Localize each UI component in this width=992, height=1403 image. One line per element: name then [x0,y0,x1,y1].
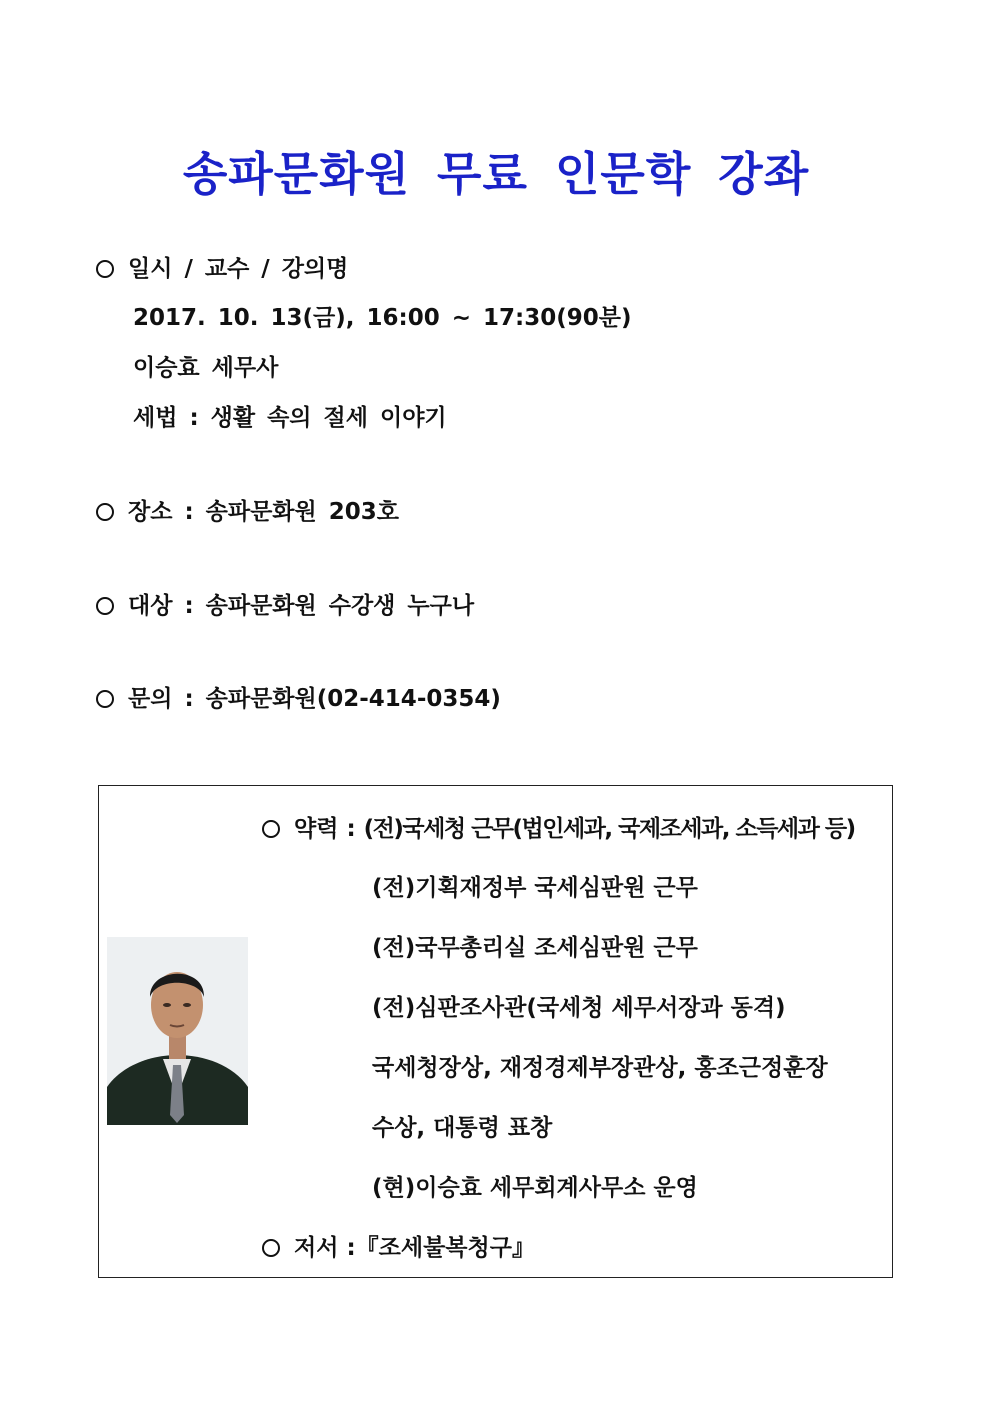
lecturer-portrait-icon [107,937,248,1125]
career-first-row [262,810,855,843]
book-text: 저서 :『조세불복청구』 [294,1235,535,1261]
lecturer-photo [107,937,248,1125]
schedule-heading-row [96,250,348,283]
venue-text: 장소 : 송파문화원 203호 [128,499,399,525]
career-item: (전)기획재정부 국세심판원 근무 [372,875,698,901]
audience-text: 대상 : 송파문화원 수강생 누구나 [128,593,475,619]
career-item: (전)국무총리실 조세심판원 근무 [372,935,698,961]
circle-bullet-icon [262,1239,280,1257]
inquiry-row [96,680,501,713]
career-item: 수상, 대통령 표창 [372,1115,553,1141]
book-row [262,1229,535,1262]
career-item: (전)심판조사관(국세청 세무서장과 동격) [372,995,786,1021]
circle-bullet-icon [96,503,114,521]
schedule-heading: 일시 / 교수 / 강의명 [128,256,349,282]
schedule-lecture-title: 세법 : 생활 속의 절세 이야기 [133,405,447,431]
audience-row [96,587,474,620]
career-item: (현)이승효 세무회계사무소 운영 [372,1175,698,1201]
schedule-datetime: 2017. 10. 13(금), 16:00 ~ 17:30(90분) [133,305,632,331]
circle-bullet-icon [96,690,114,708]
circle-bullet-icon [96,260,114,278]
circle-bullet-icon [96,597,114,615]
venue-row [96,493,399,526]
page-title: 송파문화원 무료 인문학 강좌 [182,147,810,201]
career-label: 약력 : [294,816,356,842]
inquiry-text: 문의 : 송파문화원(02-414-0354) [128,686,501,712]
schedule-lecturer: 이승효 세무사 [133,355,279,381]
career-item: (전)국세청 근무(법인세과, 국제조세과, 소득세과 등) [363,816,855,842]
circle-bullet-icon [262,820,280,838]
career-item: 국세청장상, 재정경제부장관상, 홍조근정훈장 [372,1055,828,1081]
